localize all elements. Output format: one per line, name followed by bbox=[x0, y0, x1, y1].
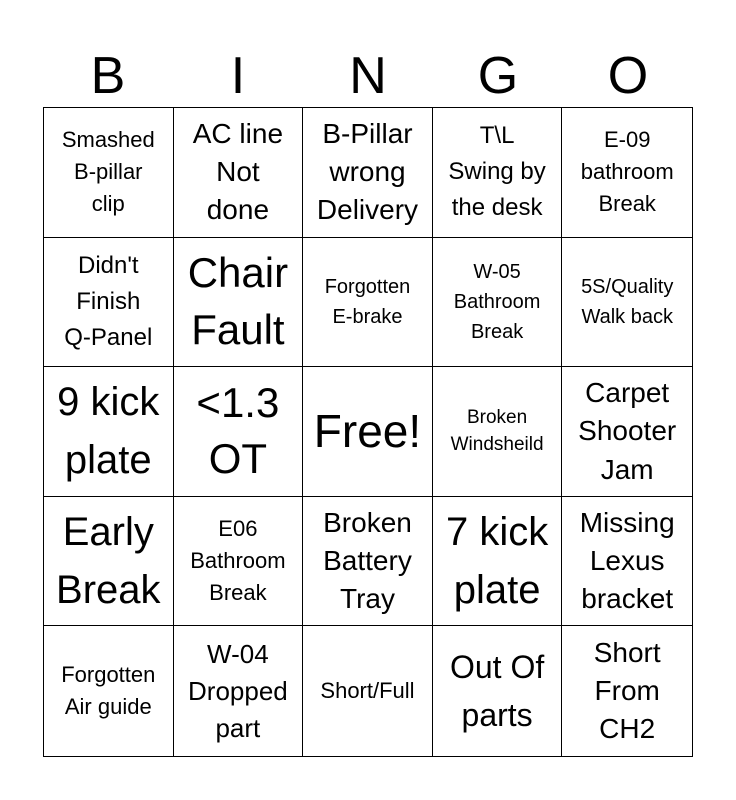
bingo-cell[interactable]: Early Break bbox=[44, 497, 174, 627]
bingo-cell[interactable]: 7 kick plate bbox=[433, 497, 563, 627]
bingo-cell[interactable]: 9 kick plate bbox=[44, 367, 174, 497]
bingo-cell[interactable]: Didn't Finish Q-Panel bbox=[44, 238, 174, 368]
bingo-cell[interactable]: Broken Windsheild bbox=[433, 367, 563, 497]
bingo-cell[interactable]: T\L Swing by the desk bbox=[433, 108, 563, 238]
header-letter-i: I bbox=[230, 47, 246, 105]
bingo-cell[interactable]: Smashed B-pillar clip bbox=[44, 108, 174, 238]
bingo-cell[interactable]: Forgotten E-brake bbox=[303, 238, 433, 368]
bingo-cell[interactable]: Chair Fault bbox=[174, 238, 304, 368]
bingo-cell[interactable]: Forgotten Air guide bbox=[44, 626, 174, 756]
bingo-header bbox=[43, 44, 693, 108]
bingo-cell[interactable]: Missing Lexus bracket bbox=[562, 497, 692, 627]
bingo-cell[interactable]: Carpet Shooter Jam bbox=[562, 367, 692, 497]
bingo-cell[interactable]: 5S/Quality Walk back bbox=[562, 238, 692, 368]
bingo-cell[interactable]: W-04 Dropped part bbox=[174, 626, 304, 756]
bingo-card-grid bbox=[43, 107, 693, 757]
bingo-cell[interactable]: E-09 bathroom Break bbox=[562, 108, 692, 238]
header-letter-o: O bbox=[607, 47, 649, 105]
bingo-cell[interactable]: E06 Bathroom Break bbox=[174, 497, 304, 627]
bingo-cell[interactable]: Out Of parts bbox=[433, 626, 563, 756]
bingo-cell[interactable]: <1.3 OT bbox=[174, 367, 304, 497]
header-letter-g: G bbox=[477, 47, 519, 105]
bingo-cell[interactable]: B-Pillar wrong Delivery bbox=[303, 108, 433, 238]
bingo-cell[interactable]: AC line Not done bbox=[174, 108, 304, 238]
header-letter-b: B bbox=[90, 47, 126, 105]
bingo-cell-free[interactable]: Free! bbox=[303, 367, 433, 497]
header-letter-n: N bbox=[349, 47, 387, 105]
bingo-cell[interactable]: Broken Battery Tray bbox=[303, 497, 433, 627]
bingo-cell[interactable]: Short/Full bbox=[303, 626, 433, 756]
bingo-cell[interactable]: Short From CH2 bbox=[593, 636, 661, 745]
bingo-cell[interactable]: W-05 Bathroom Break bbox=[433, 238, 563, 368]
